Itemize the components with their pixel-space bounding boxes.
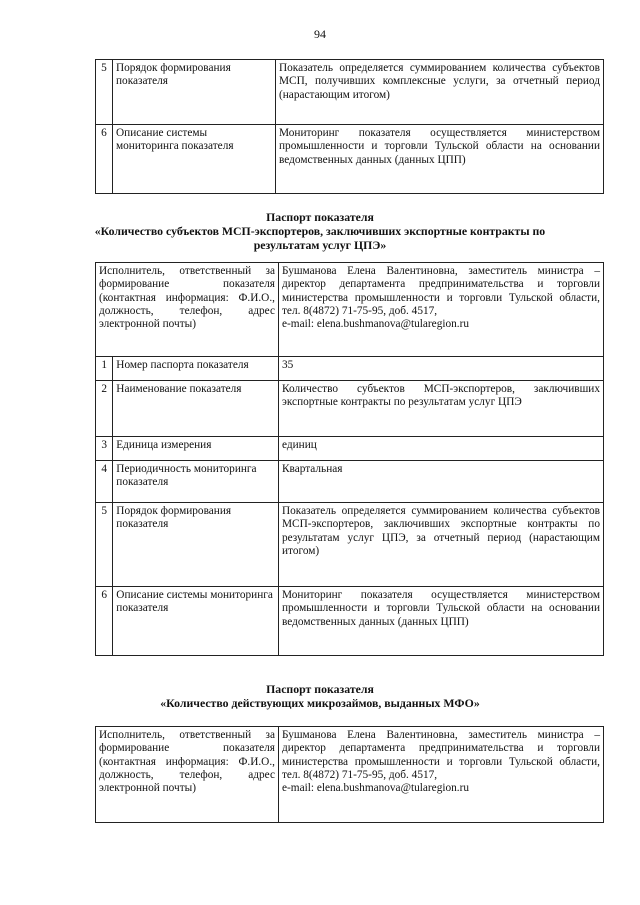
table-row <box>96 587 604 656</box>
row-number: 5 <box>96 60 113 125</box>
row-value: единиц <box>279 437 604 461</box>
passport-heading-label: Паспорт показателя <box>266 682 374 696</box>
executor-label: Исполнитель, ответственный за формирование показателя (контактная информация: Ф.И.О., должность, телефон, адрес электронной почты) <box>96 263 279 357</box>
row-value: Квартальная <box>279 461 604 503</box>
executor-value <box>279 263 604 357</box>
passport-title-line: «Количество субъектов МСП-экспортеров, заключивших экспортные контракты по <box>94 224 546 238</box>
row-label: Номер паспорта показателя <box>113 357 279 381</box>
executor-contact: Бушманова Елена Валентиновна, заместитель министра – директор департамента предпринимательства и торговли министерства промышленности и торговли Тульской области, тел. 8(4872) 71-75-95, доб. 4517, <box>282 265 600 317</box>
row-value: Количество субъектов МСП-экспортеров, заключивших экспортные контракты по результатам услуг ЦПЭ <box>279 381 604 437</box>
executor-row <box>96 727 604 823</box>
passport-table <box>95 262 604 656</box>
passport-title-line: результатам услуг ЦПЭ» <box>253 238 387 252</box>
executor-value <box>279 727 604 823</box>
row-value: Показатель определяется суммированием количества субъектов МСП-экспортеров, заключивших экспортные контракты по результатам услуг ЦПЭ, за отчетный период (нарастающим итогом) <box>279 503 604 587</box>
passport-heading <box>0 210 640 252</box>
executor-label: Исполнитель, ответственный за формирование показателя (контактная информация: Ф.И.О., должность, телефон, адрес электронной почты) <box>96 727 279 823</box>
page-number: 94 <box>314 27 326 41</box>
row-number: 3 <box>96 437 113 461</box>
row-value: Мониторинг показателя осуществляется министерством промышленности и торговли Тульской области на основании ведомственных данных (данных ЦПП) <box>279 587 604 656</box>
row-number: 5 <box>96 503 113 587</box>
executor-email: e-mail: elena.bushmanova@tularegion.ru <box>282 782 470 795</box>
row-label: Наименование показателя <box>113 381 279 437</box>
table-row <box>96 461 604 503</box>
row-number: 6 <box>96 587 113 656</box>
passport-table <box>95 726 604 823</box>
row-number: 1 <box>96 357 113 381</box>
table-row <box>96 381 604 437</box>
row-label: Периодичность мониторинга показателя <box>113 461 279 503</box>
table-row <box>96 437 604 461</box>
executor-email: e-mail: elena.bushmanova@tularegion.ru <box>282 318 470 331</box>
passport-heading <box>0 682 640 710</box>
row-value: 35 <box>279 357 604 381</box>
row-label: Описание системы мониторинга показателя <box>113 125 276 194</box>
row-value: Мониторинг показателя осуществляется министерством промышленности и торговли Тульской области на основании ведомственных данных (данных ЦПП) <box>276 125 604 194</box>
row-number: 4 <box>96 461 113 503</box>
row-value: Показатель определяется суммированием количества субъектов МСП, получивших комплексные услуги, за отчетный период (нарастающим итогом) <box>276 60 604 125</box>
row-number: 2 <box>96 381 113 437</box>
passport-title-line: «Количество действующих микрозаймов, выданных МФО» <box>160 696 480 710</box>
table-row <box>96 503 604 587</box>
passport-heading-label: Паспорт показателя <box>266 210 374 224</box>
executor-contact: Бушманова Елена Валентиновна, заместитель министра – директор департамента предпринимательства и торговли министерства промышленности и торговли Тульской области, тел. 8(4872) 71-75-95, доб. 4517, <box>282 729 600 781</box>
table-continuation <box>95 59 604 194</box>
row-label: Порядок формирования показателя <box>113 60 276 125</box>
row-label: Единица измерения <box>113 437 279 461</box>
executor-row <box>96 263 604 357</box>
row-number: 6 <box>96 125 113 194</box>
table-row <box>96 357 604 381</box>
table-row <box>96 60 604 125</box>
row-label: Порядок формирования показателя <box>113 503 279 587</box>
row-label: Описание системы мониторинга показателя <box>113 587 279 656</box>
table-row <box>96 125 604 194</box>
